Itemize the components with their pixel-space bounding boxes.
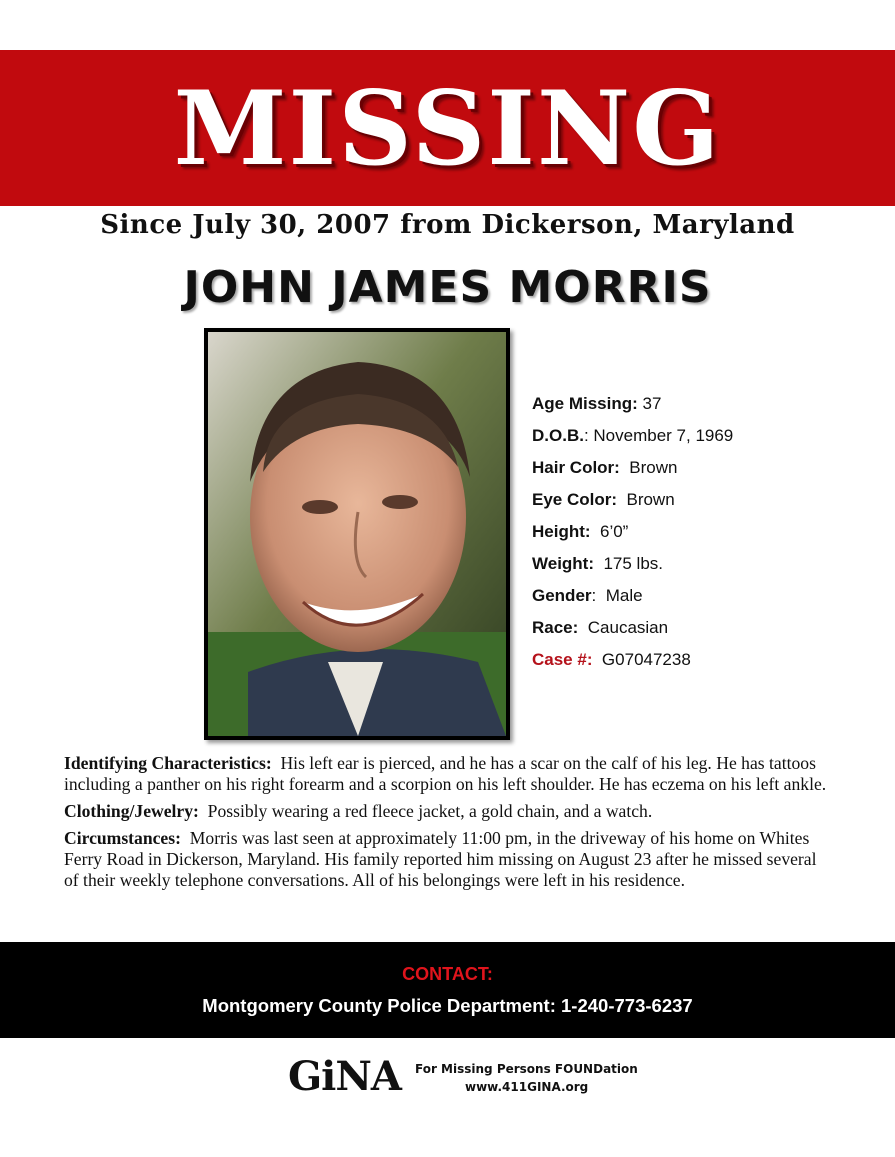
contact-bar xyxy=(0,942,895,1038)
identifying-characteristics: Identifying Characteristics: His left ear is pierced, and he has a scar on the calf of his leg. He has tattoos including a panther on his right forearm and a scorpion on his left shoulder. He has eczema on his left ankle. xyxy=(64,753,827,794)
case-description xyxy=(64,753,834,897)
detail-race: Race: Caucasian xyxy=(532,618,669,637)
foundation-tagline: For Missing Persons FOUNDation xyxy=(415,1062,638,1076)
missing-banner xyxy=(0,50,895,206)
detail-dob: D.O.B.: November 7, 1969 xyxy=(532,426,734,445)
detail-hair-color: Hair Color: Brown xyxy=(532,458,678,477)
portrait-photo xyxy=(204,328,510,740)
detail-case-number: Case #: G07047238 xyxy=(532,650,691,669)
portrait-photo-image xyxy=(208,332,506,736)
banner-title: MISSING xyxy=(173,69,722,189)
detail-age: Age Missing: 37 xyxy=(532,394,662,413)
gina-logo: GiNA xyxy=(288,1053,401,1100)
detail-gender: Gender: Male xyxy=(532,586,643,605)
detail-height: Height: 6’0” xyxy=(532,522,629,541)
contact-phone-line: Montgomery County Police Department: 1-240-773-6237 xyxy=(202,995,693,1016)
person-details xyxy=(532,388,872,676)
detail-eye-color: Eye Color: Brown xyxy=(532,490,675,509)
foundation-url[interactable]: www.411GINA.org xyxy=(465,1080,589,1094)
footer-logo-block xyxy=(288,1054,648,1104)
circumstances: Circumstances: Morris was last seen at approximately 11:00 pm, in the driveway of his home on Whites Ferry Road in Dickerson, Maryland. His family reported him missing on August 23 after he missed several of their weekly telephone conversations. All of his belongings were left in his residence. xyxy=(64,828,817,890)
person-name: JOHN JAMES MORRIS xyxy=(183,262,712,313)
contact-label: CONTACT: xyxy=(402,964,493,984)
missing-since-line: Since July 30, 2007 from Dickerson, Maryland xyxy=(100,210,795,240)
detail-weight: Weight: 175 lbs. xyxy=(532,554,664,573)
clothing-jewelry: Clothing/Jewelry: Possibly wearing a red fleece jacket, a gold chain, and a watch. xyxy=(64,801,653,821)
